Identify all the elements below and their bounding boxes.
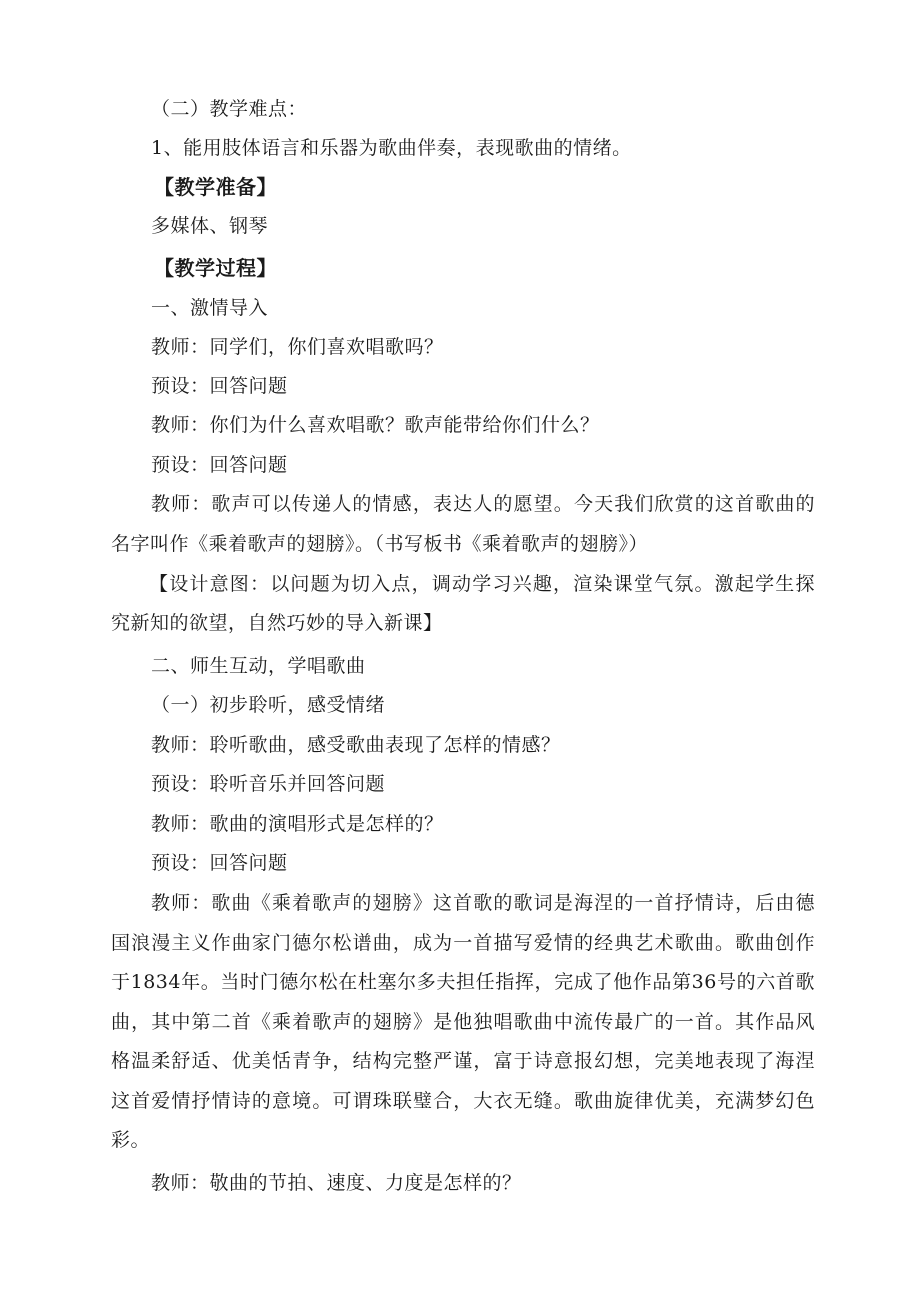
- paragraph-line: 格温柔舒适、优美恬青争，结构完整严谨，富于诗意报幻想，完美地表现了海涅: [111, 1050, 815, 1072]
- dialogue-line: 教师：敬曲的节拍、速度、力度是怎样的？: [151, 1172, 522, 1194]
- subsection-heading: （一）初步聆听，感受情绪: [151, 694, 386, 716]
- dialogue-line: 教师：聆听歌曲，感受歌曲表现了怎样的情感？: [151, 734, 561, 756]
- dialogue-line: 教师：歌曲的演唱形式是怎样的？: [151, 813, 444, 835]
- paragraph-line: 这首爱情抒情诗的意境。可谓珠联璧合，大衣无缝。歌曲旋律优美，充满梦幻色: [111, 1090, 815, 1112]
- dialogue-line: 教师：同学们，你们喜欢唱歌吗？: [151, 336, 444, 358]
- section-heading-preparation: 【教学准备】: [154, 175, 277, 199]
- section-heading-process: 【教学过程】: [154, 256, 277, 280]
- paragraph: 1、能用肢体语言和乐器为歌曲伴奏，表现歌曲的情绪。: [151, 137, 632, 159]
- dialogue-line: 预设：回答问题: [151, 454, 288, 476]
- section-heading-teaching-difficulty: （二）教学难点：: [151, 98, 308, 120]
- paragraph: 多媒体、钢琴: [151, 215, 269, 237]
- dialogue-line: 预设：回答问题: [151, 852, 288, 874]
- dialogue-line: 预设：回答问题: [151, 375, 288, 397]
- section-heading-intro: 一、激情导入: [151, 297, 269, 319]
- paragraph-line: 彩。: [111, 1129, 151, 1151]
- design-intent-line: 【设计意图：以问题为切入点，调动学习兴趣，渲染课堂气氛。激起学生探: [149, 573, 815, 595]
- design-intent-line: 究新知的欲望，自然巧妙的导入新课】: [111, 612, 443, 634]
- paragraph-line: 于1834年。当时门德尔松在杜塞尔多夫担任指挥，完成了他作品第36号的六首歌: [111, 971, 815, 993]
- paragraph-line: 教师：歌曲《乘着歌声的翅膀》这首歌的歌词是海涅的一首抒情诗，后由德: [151, 892, 815, 914]
- paragraph-line: 国浪漫主义作曲家门德尔松谱曲，成为一首描写爱情的经典艺术歌曲。歌曲创作: [111, 932, 815, 954]
- paragraph-line: 曲，其中第二首《乘着歌声的翅膀》是他独唱歌曲中流传最广的一首。其作品风: [111, 1011, 815, 1033]
- paragraph-line: 教师：歌声可以传递人的情感，表达人的愿望。今天我们欣赏的这首歌曲的: [151, 493, 815, 515]
- dialogue-line: 预设：聆听音乐并回答问题: [151, 773, 386, 795]
- dialogue-line: 教师：你们为什么喜欢唱歌？歌声能带给你们什么？: [151, 414, 600, 436]
- section-heading-interaction: 二、师生互动，学唱歌曲: [151, 655, 366, 677]
- paragraph-line: 名字叫作《乘着歌声的翅膀》。（书写板书《乘着歌声的翅膀》）: [111, 533, 649, 555]
